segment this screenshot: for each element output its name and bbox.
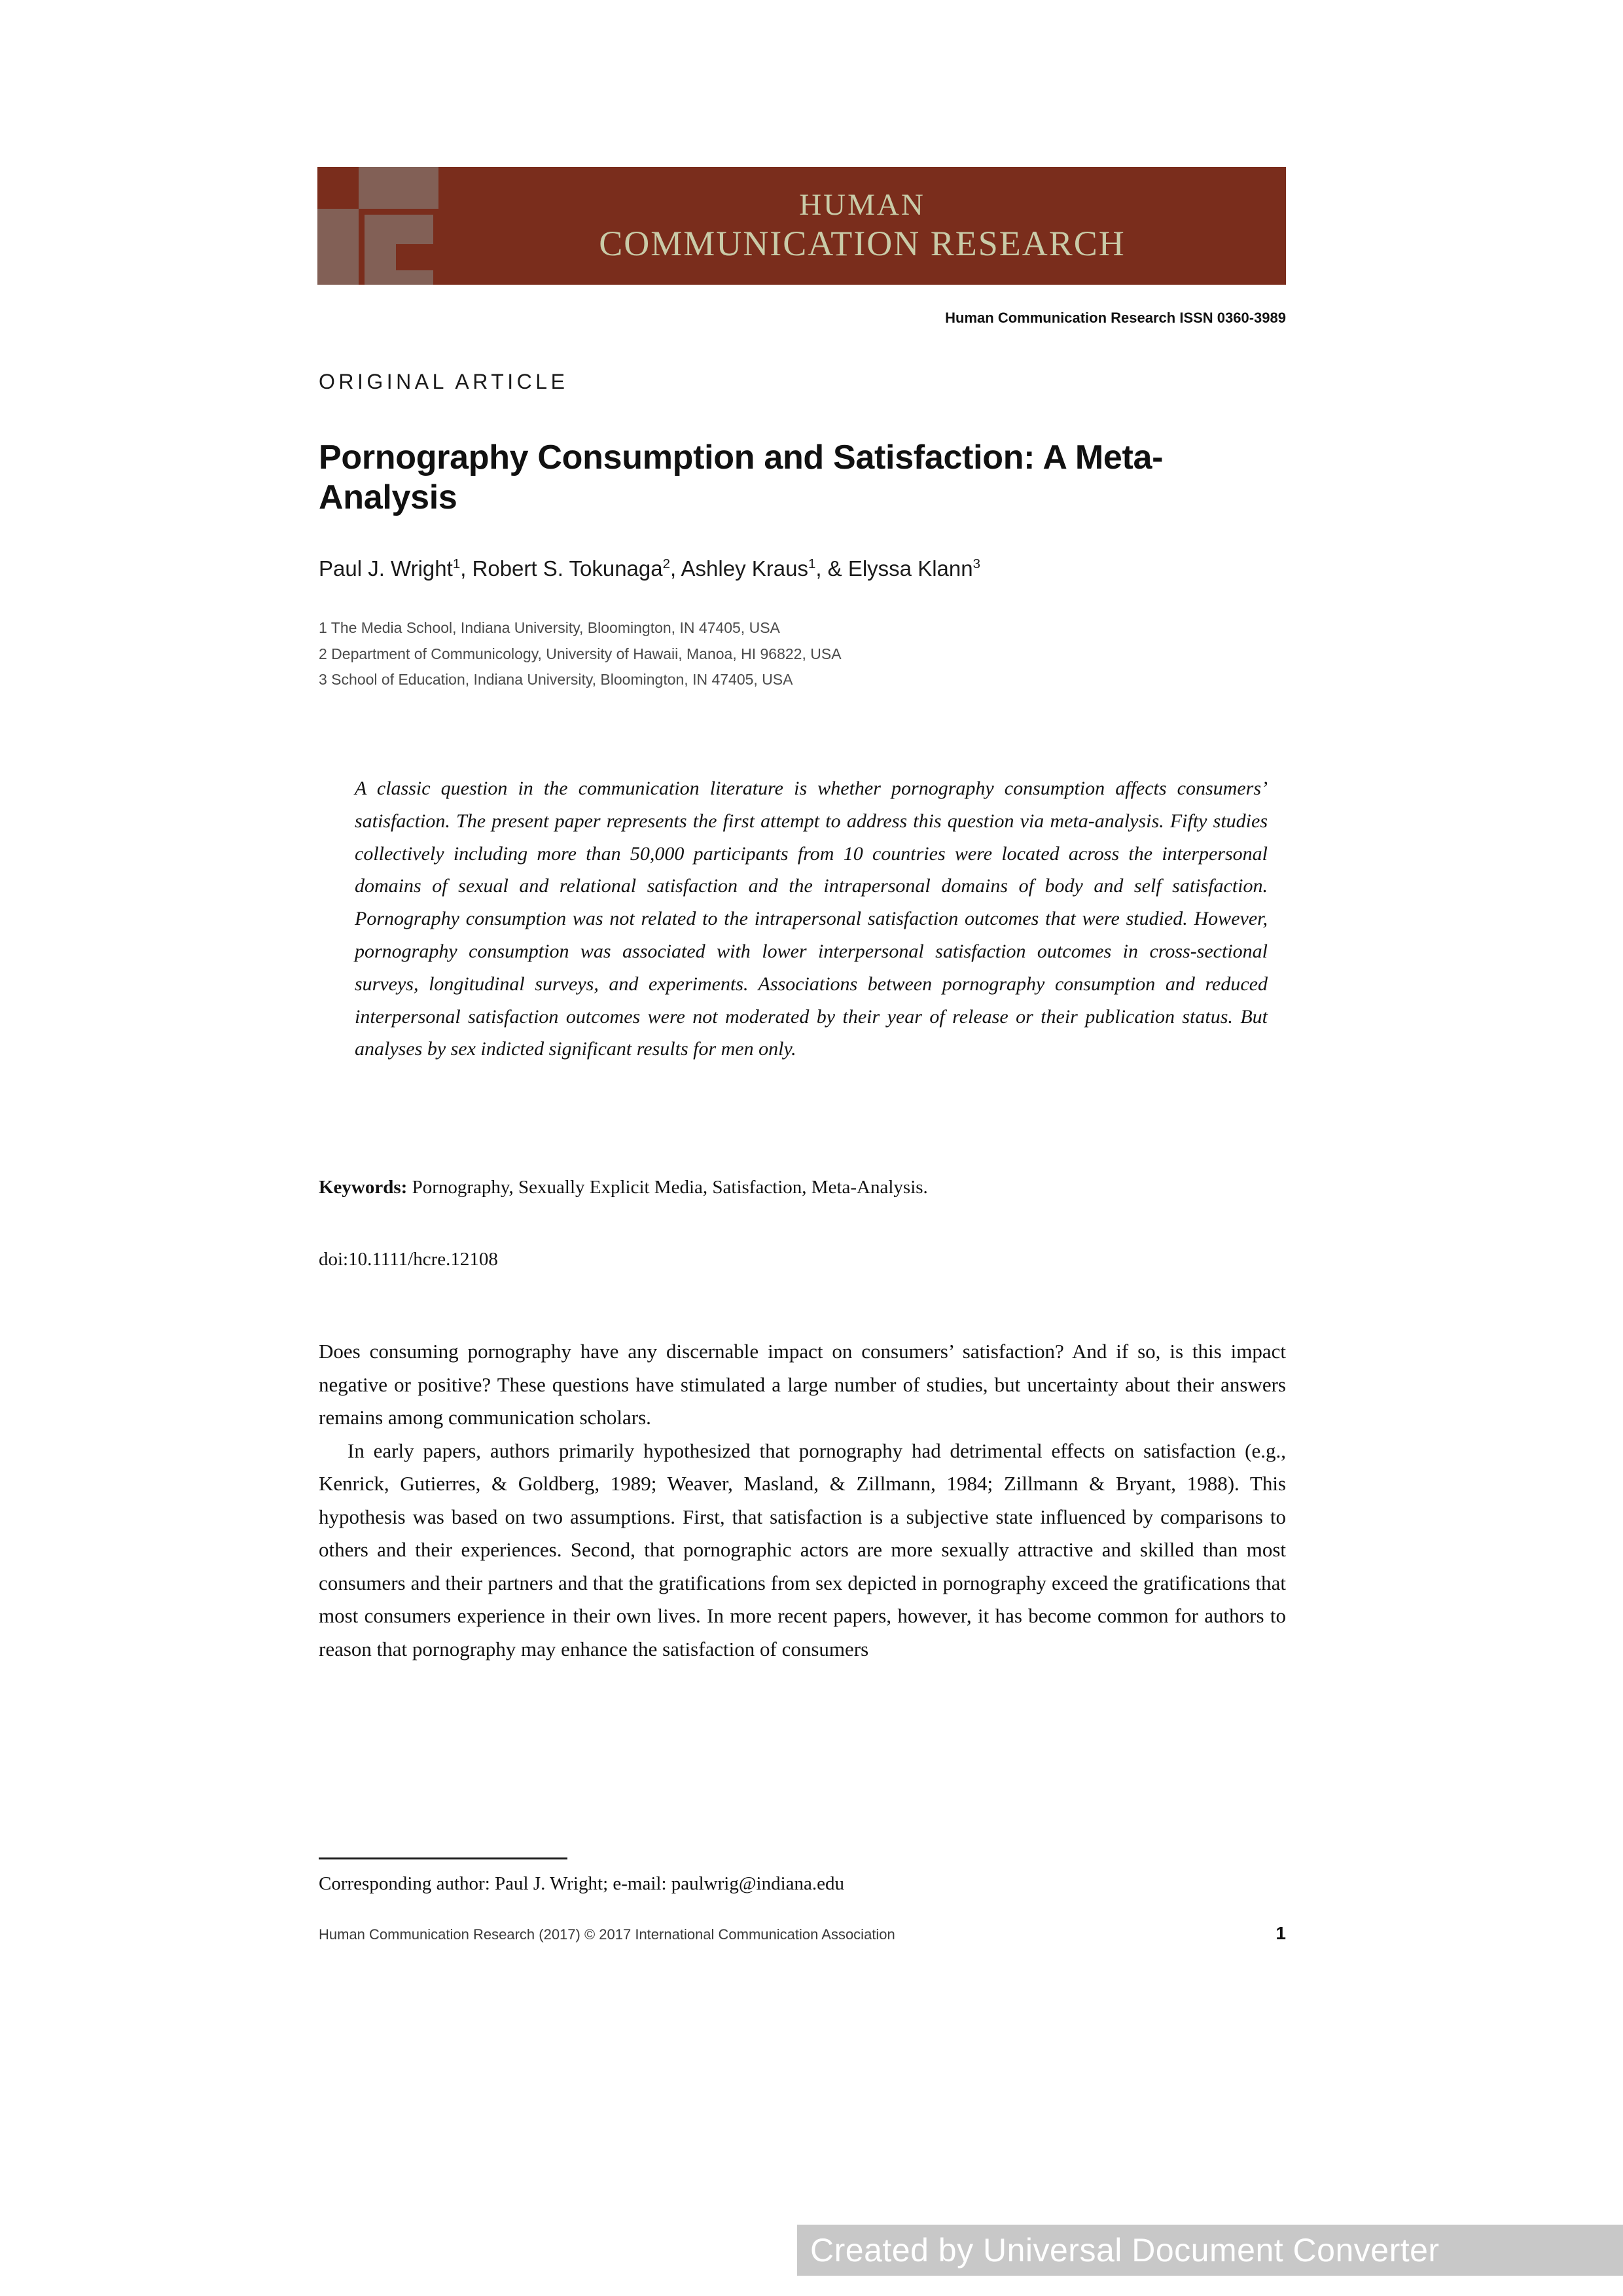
watermark-text: Created by Universal Document Converter xyxy=(810,2232,1440,2269)
author-list: Paul J. Wright$^1$, Robert S. Tokunaga$^2$, Ashley Kraus$^1$, & Elyssa Klann$^3$ xyxy=(319,556,980,581)
keywords-label: Keywords: xyxy=(319,1177,408,1198)
journal-title-group xyxy=(438,167,1286,285)
keywords-value: Pornography, Sexually Explicit Media, Satisfaction, Meta-Analysis. xyxy=(407,1177,928,1198)
affiliation-line: 2 Department of Communicology, University of Hawaii, Manoa, HI 96822, USA xyxy=(319,645,842,662)
logo-bar-horizontal xyxy=(359,209,438,215)
page-footer xyxy=(319,1923,1286,1944)
logo-bar-vertical xyxy=(359,209,365,285)
footnote-divider xyxy=(319,1857,567,1859)
journal-title-line-2: COMMUNICATION RESEARCH xyxy=(599,224,1126,264)
article-type-label: ORIGINAL ARTICLE xyxy=(319,370,569,393)
logo-square-middle xyxy=(396,244,433,270)
body-paragraph: Does consuming pornography have any discernable impact on consumers’ satisfaction? And if so, is this impact negative or positive? These questions have stimulated a large number of studies, but uncertainty about their answers remains among communication scholars. xyxy=(319,1340,1286,1429)
page-title: Pornography Consumption and Satisfaction: A Meta-Analysis xyxy=(319,438,1164,517)
logo-bar-vertical-right xyxy=(433,209,438,285)
doi-line: doi:10.1111/hcre.12108 xyxy=(319,1249,498,1270)
footer-citation: Human Communication Research (2017) © 2017 International Communication Association xyxy=(319,1926,895,1943)
abstract-text: A classic question in the communication literature is whether pornography consumption affects consumers’ satisfaction. The present paper represents the first attempt to address this question via meta-analysis. Fifty studies collectively including more than 50,000 participants from 10 countries were located across the interpersonal domains of sexual and relational satisfaction and the intrapersonal domains of body and self satisfaction. Pornography consumption was not related to the intrapersonal satisfaction outcomes that were studied. However, pornography consumption was associated with lower interpersonal satisfaction outcomes in cross-sectional surveys, longitudinal surveys, and experiments. Associations between pornography consumption and reduced interpersonal satisfaction outcomes were not moderated by their year of release or their publication status. But analyses by sex indicted significant results for men only. xyxy=(355,778,1268,1060)
corresponding-author-note: Corresponding author: Paul J. Wright; e-mail: paulwrig@indiana.edu xyxy=(319,1873,845,1894)
article-body xyxy=(319,1335,1286,1666)
journal-masthead-banner xyxy=(317,167,1286,285)
watermark-banner xyxy=(797,2225,1623,2276)
affiliation-line: 3 School of Education, Indiana University, Bloomington, IN 47405, USA xyxy=(319,671,793,689)
logo-square-top-left xyxy=(317,167,359,209)
affiliation-line: 1 The Media School, Indiana University, Bloomington, IN 47405, USA xyxy=(319,619,780,636)
body-paragraph: In early papers, authors primarily hypothesized that pornography had detrimental effects on satisfaction (e.g., Kenrick, Gutierres, & Goldberg, 1989; Weaver, Masland, & Zillmann, 1984; Zillmann & Bryant, 1988). This hypothesis was based on two assumptions. First, that satisfaction is a subjective state influenced by comparisons to others and their experiences. Second, that pornographic actors are more sexually attractive and skilled than most consumers and their partners and that the gratifications from sex depicted in pornography exceed the gratifications that most consumers experience in their own lives. In more recent papers, however, it has become common for authors to reason that pornography may enhance the satisfaction of consumers xyxy=(319,1439,1286,1660)
journal-logo-icon xyxy=(317,167,438,285)
page-number: 1 xyxy=(1275,1923,1286,1943)
journal-title-line-1: HUMAN xyxy=(799,188,925,223)
keywords-line xyxy=(319,1177,1286,1198)
journal-issn-line: Human Communication Research ISSN 0360-3989 xyxy=(945,310,1286,326)
affiliation-list xyxy=(319,615,1300,693)
